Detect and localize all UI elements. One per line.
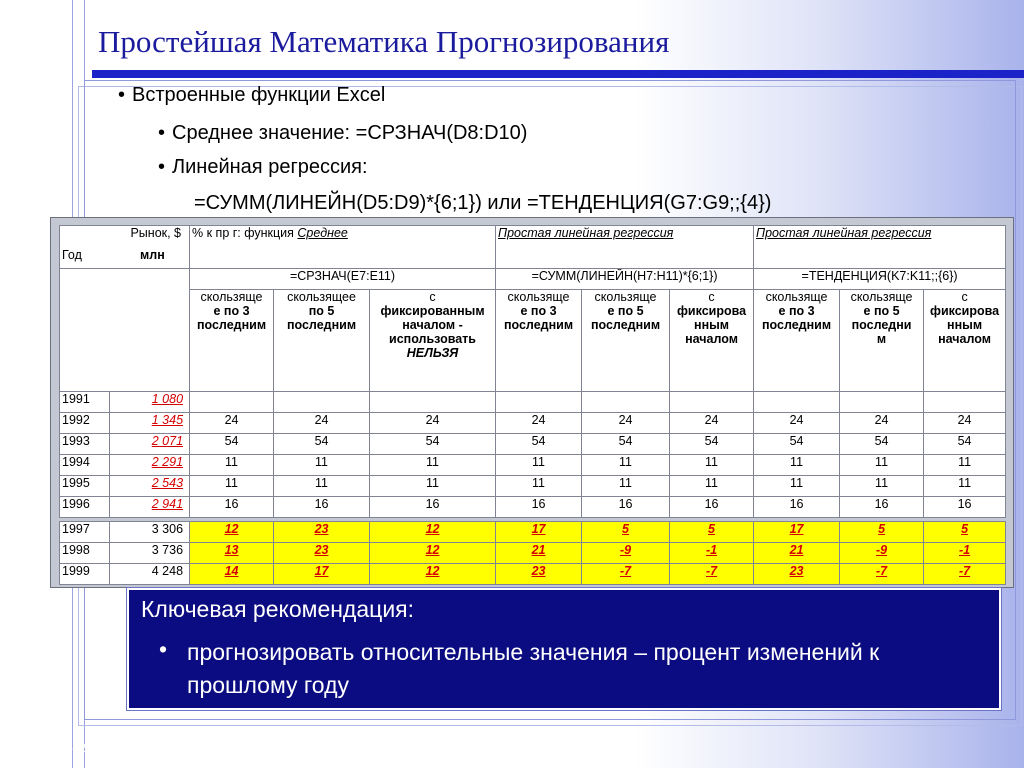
value-cell: -1 [924,543,1006,564]
value-cell: 11 [924,455,1006,476]
value-cell: 24 [190,413,274,434]
value-cell: 11 [670,455,754,476]
header-year: Год [62,248,82,262]
table-row [60,455,1006,476]
value-cell: 11 [754,476,840,497]
subheader-trend-3: скользяще е по 3 последним [754,290,840,392]
value-cell: 11 [370,455,496,476]
value-cell: 11 [274,476,370,497]
market-cell: 4 248 [110,564,190,585]
formula-average: =СРЗНАЧ(E7:E11) [190,269,496,290]
year-cell: 1993 [60,434,110,455]
value-cell: 5 [582,522,670,543]
formula-text: =СУММ(ЛИНЕЙН(D5:D9)*{6;1}) или =ТЕНДЕНЦИЯ(G7:G9;;{4}) [194,192,772,214]
value-cell: 11 [274,455,370,476]
value-cell: 17 [496,522,582,543]
value-cell: 23 [754,564,840,585]
header-market-unit: млн [140,248,165,262]
value-cell: 5 [924,522,1006,543]
subheader-avg-3: скользяще е по 3 последним [190,290,274,392]
bullet-text: Встроенные функции Excel [132,84,386,106]
value-cell: 16 [582,497,670,518]
bullet-item [158,122,528,145]
slide-title: Простейшая Математика Прогнозирования [98,24,670,59]
value-cell: 5 [840,522,924,543]
year-cell: 1998 [60,543,110,564]
value-cell: 24 [924,413,1006,434]
value-cell: 5 [670,522,754,543]
subheader-trend-5: скользяще е по 5 последни м [840,290,924,392]
market-cell: 2 071 [110,434,190,455]
bullet-item [118,84,386,107]
bullet-dot-icon: • [159,636,168,662]
value-cell: 11 [582,455,670,476]
value-cell [582,392,670,413]
value-cell: 54 [274,434,370,455]
table-row [60,413,1006,434]
value-cell: 24 [840,413,924,434]
value-cell [190,392,274,413]
value-cell [754,392,840,413]
value-cell: 54 [924,434,1006,455]
value-cell: 54 [670,434,754,455]
value-cell [370,392,496,413]
value-cell: 11 [190,455,274,476]
formula-line [194,192,771,215]
value-cell: -9 [840,543,924,564]
value-cell: 16 [274,497,370,518]
value-cell: 12 [370,564,496,585]
market-cell: 1 080 [110,392,190,413]
empty-corner-cell [60,269,190,392]
value-cell: 24 [496,413,582,434]
value-cell: 17 [274,564,370,585]
value-cell: 11 [924,476,1006,497]
value-cell: 24 [274,413,370,434]
market-cell: 3 736 [110,543,190,564]
market-cell: 3 306 [110,522,190,543]
value-cell: 12 [370,543,496,564]
value-cell: 54 [370,434,496,455]
value-cell: 54 [840,434,924,455]
value-cell: 16 [670,497,754,518]
value-cell: 17 [754,522,840,543]
bullet-dot-icon: • [158,122,166,144]
header-average-prefix: % к пр г: функция [192,226,298,240]
table-row [60,543,1006,564]
table-row [60,497,1006,518]
header-trend [754,226,1006,269]
value-cell: 21 [754,543,840,564]
header-linear [496,226,754,269]
value-cell: 54 [190,434,274,455]
value-cell: 11 [754,455,840,476]
header-market-cell [60,226,190,269]
spreadsheet-panel [50,217,1014,588]
value-cell: 54 [496,434,582,455]
value-cell: 12 [190,522,274,543]
value-cell: 11 [370,476,496,497]
year-cell: 1997 [60,522,110,543]
value-cell: -7 [924,564,1006,585]
year-cell: 1992 [60,413,110,434]
recommendation-title: Ключевая рекомендация: [141,596,415,622]
subheader-avg-5: скользящее по 5 последним [274,290,370,392]
value-cell [496,392,582,413]
value-cell: 11 [496,476,582,497]
value-cell: 16 [924,497,1006,518]
value-cell: 16 [190,497,274,518]
value-cell [840,392,924,413]
value-cell: 16 [840,497,924,518]
subheader-lin-5: скользяще е по 5 последним [582,290,670,392]
year-cell: 1995 [60,476,110,497]
value-cell: -7 [582,564,670,585]
bullet-dot-icon: • [158,156,166,178]
value-cell: -1 [670,543,754,564]
value-cell: 21 [496,543,582,564]
bullet-dot-icon: • [118,84,126,106]
value-cell: 11 [190,476,274,497]
value-cell: 24 [370,413,496,434]
value-cell: 14 [190,564,274,585]
value-cell: 23 [274,522,370,543]
value-cell: 11 [670,476,754,497]
recommendation-text: прогнозировать относительные значения – процент изменений к прошлому году [187,639,880,698]
value-cell: 11 [582,476,670,497]
subheader-lin-3: скользяще е по 3 последним [496,290,582,392]
page-number: - 23 [72,741,93,755]
title-underline-bar [92,70,1024,78]
year-cell: 1999 [60,564,110,585]
header-average [190,226,496,269]
table-row [60,476,1006,497]
year-cell: 1991 [60,392,110,413]
table-row [60,392,1006,413]
value-cell: 11 [840,455,924,476]
value-cell: 24 [670,413,754,434]
header-linear-text: Простая линейная регрессия [498,226,674,240]
value-cell [670,392,754,413]
value-cell: 12 [370,522,496,543]
year-cell: 1994 [60,455,110,476]
value-cell: -7 [840,564,924,585]
market-cell: 2 543 [110,476,190,497]
subheader-lin-fixed: с фиксирова нным началом [670,290,754,392]
forecast-table [59,225,1006,585]
value-cell: 16 [754,497,840,518]
recommendation-box [127,588,1001,710]
table-row [60,564,1006,585]
value-cell: 23 [274,543,370,564]
year-cell: 1996 [60,497,110,518]
header-market: Рынок, $ [130,226,182,240]
bullet-text: Среднее значение: =СРЗНАЧ(D8:D10) [172,122,528,144]
bullet-item [158,156,368,179]
value-cell: -9 [582,543,670,564]
forecast-rows [60,522,1006,585]
value-cell: 11 [496,455,582,476]
header-trend-text: Простая линейная регрессия [756,226,932,240]
subheader-trend-fixed: с фиксирова нным началом [924,290,1006,392]
value-cell: 16 [496,497,582,518]
subheader-avg-fixed: с фиксированным началом - использовать НЕЛЬЗЯ [370,290,496,392]
table-row [60,434,1006,455]
value-cell: 54 [754,434,840,455]
formula-linear: =СУММ(ЛИНЕЙН(H7:H11)*{6;1}) [496,269,754,290]
value-cell [274,392,370,413]
value-cell: 54 [582,434,670,455]
value-cell: 11 [840,476,924,497]
bullet-text: Линейная регрессия: [172,156,368,178]
value-cell [924,392,1006,413]
value-cell: 23 [496,564,582,585]
table-row [60,522,1006,543]
history-rows [60,392,1006,518]
value-cell: 16 [370,497,496,518]
value-cell: 24 [582,413,670,434]
value-cell: 24 [754,413,840,434]
value-cell: -7 [670,564,754,585]
header-average-link: Среднее [297,226,348,240]
market-cell: 2 291 [110,455,190,476]
value-cell: 13 [190,543,274,564]
market-cell: 2 941 [110,497,190,518]
formula-trend: =ТЕНДЕНЦИЯ(K7:K11;;{6}) [754,269,1006,290]
market-cell: 1 345 [110,413,190,434]
